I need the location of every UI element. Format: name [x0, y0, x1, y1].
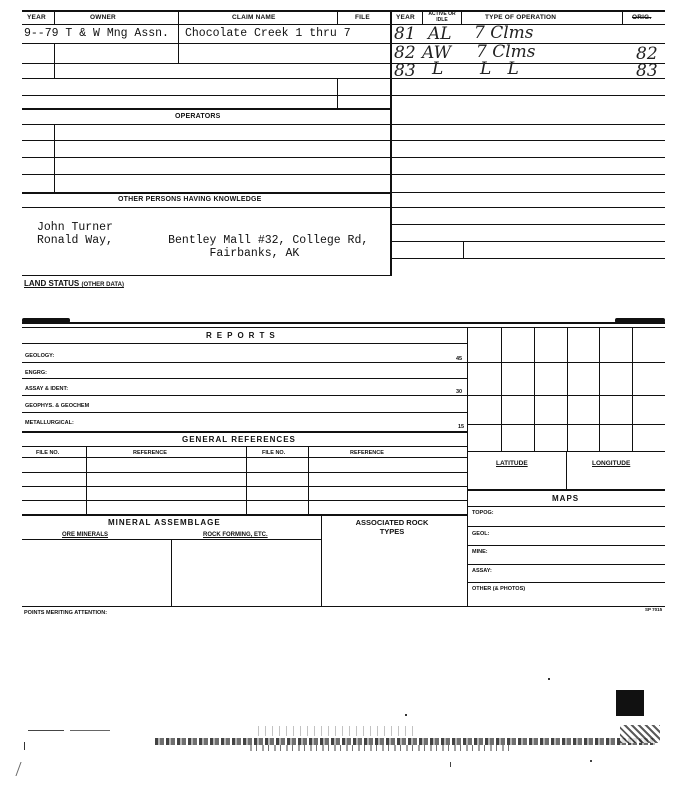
- knowledge-line-1: John Turner: [37, 221, 113, 234]
- gr-header-ref-2: REFERENCE: [350, 450, 384, 456]
- header-claim-name: CLAIM NAME: [232, 14, 276, 21]
- longitude-label: LONGITUDE: [592, 460, 631, 467]
- hand-orig-1: 82: [636, 44, 658, 64]
- report-metallurgical: METALLURGICAL:: [25, 420, 74, 426]
- hand-year-1: 81: [394, 24, 416, 44]
- gr-header-file-2: FILE NO.: [262, 450, 286, 456]
- map-assay: ASSAY:: [472, 568, 492, 574]
- header-orig: ORIG.: [632, 14, 652, 21]
- header-type-of-operation: TYPE OF OPERATION: [485, 14, 557, 21]
- knowledge-line-3: Fairbanks, AK: [37, 247, 300, 260]
- report-geology-num: 45: [456, 356, 463, 362]
- map-geol: GEOL:: [472, 531, 490, 537]
- hand-year-2: 82: [394, 43, 416, 63]
- latitude-label: LATITUDE: [496, 460, 528, 467]
- header-active-idle: ACTIVE OR IDLE: [428, 11, 456, 23]
- hand-type-2: 7 Clms: [476, 42, 536, 62]
- owner-year-name: 9--79 T & W Mng Assn.: [24, 27, 169, 40]
- map-mine: MINE:: [472, 549, 488, 555]
- land-status-sub: (OTHER DATA): [81, 282, 124, 288]
- report-geophys: GEOPHYS. & GEOCHEM: [25, 403, 90, 409]
- map-topog: TOPOG:: [472, 510, 494, 516]
- hand-type-3: L L: [480, 59, 519, 79]
- hand-year-3: 83: [394, 61, 416, 81]
- land-status-label: [24, 279, 124, 288]
- gr-header-file-1: FILE NO.: [36, 450, 60, 456]
- header-year-2: YEAR: [396, 14, 415, 21]
- associated-rock-types: ASSOCIATED ROCK TYPES: [355, 518, 429, 536]
- header-file: FILE: [355, 14, 370, 21]
- map-other: OTHER (& PHOTOS): [472, 586, 526, 592]
- rock-forming-label: ROCK FORMING, ETC.: [203, 532, 268, 538]
- hand-status-2: AW: [422, 43, 452, 63]
- header-owner: OWNER: [90, 14, 116, 21]
- gr-header-ref-1: REFERENCE: [133, 450, 167, 456]
- report-assay: ASSAY & IDENT:: [25, 386, 69, 392]
- report-engrg: ENGRG:: [25, 370, 47, 376]
- hand-type-1: 7 Clms: [474, 23, 534, 43]
- reports-title: REPORTS: [206, 331, 280, 340]
- operators-label: OPERATORS: [175, 113, 221, 120]
- report-metallurgical-num: 15: [458, 424, 465, 430]
- header-year: YEAR: [27, 14, 46, 21]
- points-meriting-attention: POINTS MERITING ATTENTION:: [24, 610, 108, 616]
- hand-orig-2: 83: [636, 61, 658, 81]
- report-assay-num: 30: [456, 389, 463, 395]
- maps-title: MAPS: [552, 494, 580, 503]
- claim-name-value: Chocolate Creek 1 thru 7: [185, 27, 351, 40]
- general-references-title: GENERAL REFERENCES: [182, 435, 296, 444]
- form-number: SP 7015: [645, 607, 663, 612]
- knowledge-label: OTHER PERSONS HAVING KNOWLEDGE: [118, 196, 262, 203]
- ore-minerals-label: ORE MINERALS: [62, 532, 109, 538]
- report-geology: GEOLOGY:: [25, 353, 55, 359]
- hand-status-3: L: [432, 59, 444, 79]
- mineral-assemblage-title: MINERAL ASSEMBLAGE: [108, 518, 221, 527]
- land-status-main: LAND STATUS: [24, 279, 80, 288]
- hand-status-1: AL: [428, 24, 452, 44]
- knowledge-line-2: Ronald Way, Bentley Mall #32, College Rd,: [37, 234, 369, 247]
